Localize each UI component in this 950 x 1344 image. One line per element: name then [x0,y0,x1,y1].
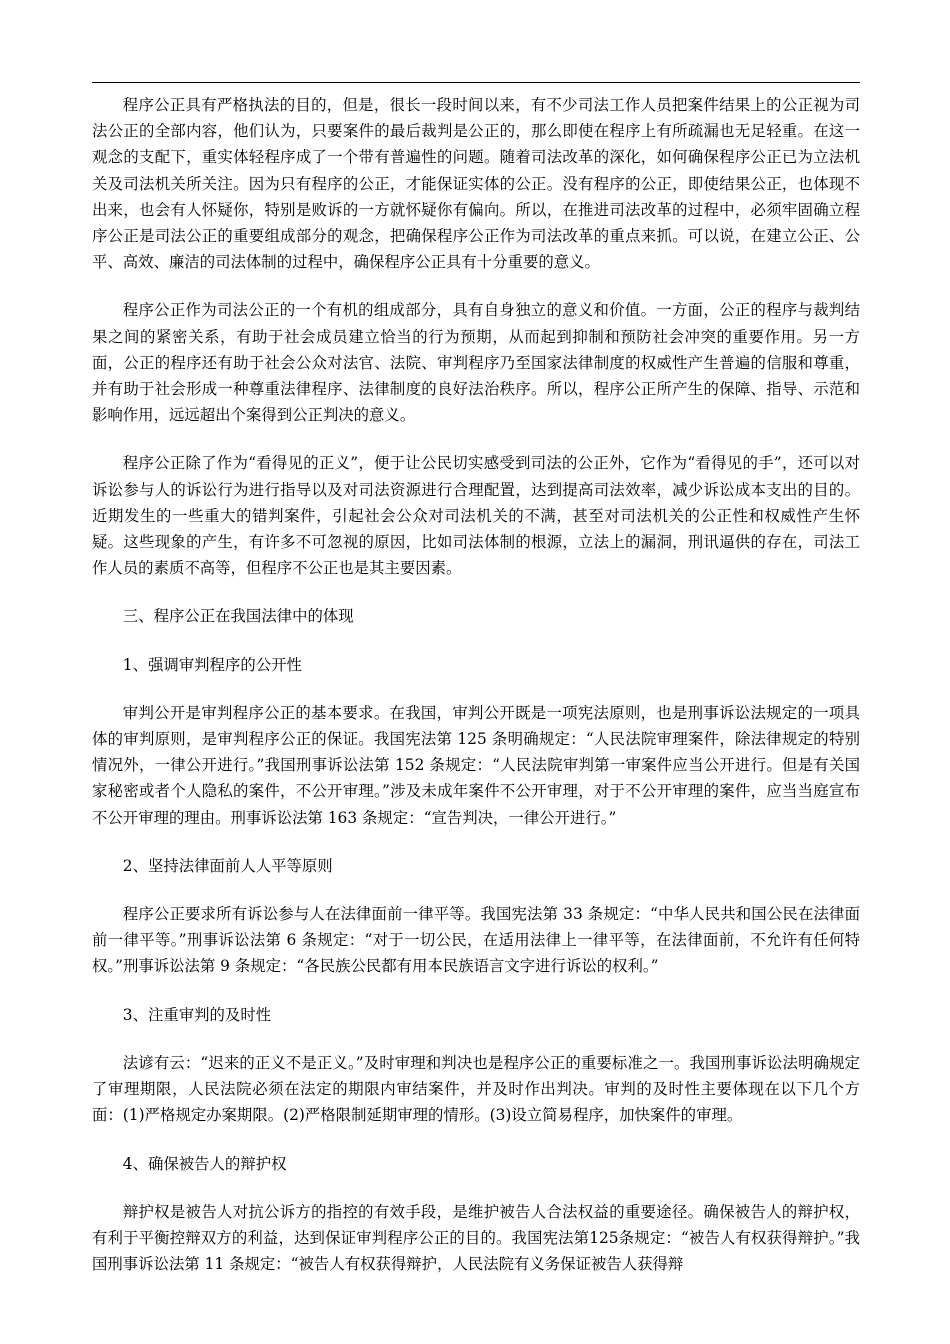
document-body [92,92,860,1277]
paragraph-equality: 程序公正要求所有诉讼参与人在法律面前一律平等。我国宪法第 33 条规定：“中华人民共和国公民在法律面前一律平等。”刑事诉讼法第 6 条规定：“对于一切公民，在适用法律上一律平等，在法律面前，不允许有任何特权。”刑事诉讼法第 9 条规定：“各民族公民都有用本民族语言文字进行诉讼的权利。” [92,905,860,976]
subheading-3: 3、注重审判的及时性 [122,1005,272,1024]
section-heading-3: 三、程序公正在我国法律中的体现 [122,607,354,626]
subheading-2: 2、坚持法律面前人人平等原则 [122,856,333,875]
paragraph-public-trial: 审判公开是审判程序公正的基本要求。在我国，审判公开既是一项宪法原则，也是刑事诉讼法规定的一项具体的审判原则，是审判程序公正的保证。我国宪法第 125 条明确规定：“人民法院审理案件，除法律规定的特别情况外，一律公开进行。”我国刑事诉讼法第 152 条规定：“人民法院审判第一审案件应当公开进行。但是有关国家秘密或者个人隐私的案件，不公开审理。”涉及未成年案件不公开审理，对于不公开审理的案件，应当当庭宣布不公开审理的理由。刑事诉讼法第 163 条规定：“宣告判决，一律公开进行。” [92,703,860,827]
paragraph-procedural-justice-purpose: 程序公正具有严格执法的目的，但是，很长一段时间以来，有不少司法工作人员把案件结果上的公正视为司法公正的全部内容，他们认为，只要案件的最后裁判是公正的，那么即使在程序上有所疏漏也无足轻重。在这一观念的支配下，重实体轻程序成了一个带有普遍性的问题。随着司法改革的深化，如何确保程序公正已为立法机关及司法机关所关注。因为只有程序的公正，才能保证实体的公正。没有程序的公正，即使结果公正，也体现不出来，也会有人怀疑你，特别是败诉的一方就怀疑你有偏向。所以，在推进司法改革的过程中，必须牢固确立程序公正是司法公正的重要组成部分的观念，把确保程序公正作为司法改革的重点来抓。可以说，在建立公正、公平、高效、廉洁的司法体制的过程中，确保程序公正具有十分重要的意义。 [92,96,860,272]
paragraph-timeliness: 法谚有云：“迟来的正义不是正义。”及时审理和判决也是程序公正的重要标准之一。我国刑事诉讼法明确规定了审理期限，人民法院必须在法定的期限内审结案件，并及时作出判决。审判的及时性主要体现在以下几个方面：(1)严格规定办案期限。(2)严格限制延期审理的情形。(3)设立简易程序，加快案件的审理。 [92,1053,860,1125]
subheading-4: 4、确保被告人的辩护权 [122,1154,287,1173]
paragraph-visible-justice: 程序公正除了作为“看得见的正义”，便于让公民切实感受到司法的公正外，它作为“看得见的手”，还可以对诉讼参与人的诉讼行为进行指导以及对司法资源进行合理配置，达到提高司法效率，减少诉讼成本支出的目的。近期发生的一些重大的错判案件，引起社会公众对司法机关的不满，甚至对司法机关的公正性和权威性产生怀疑。这些现象的产生，有许多不可忽视的原因，比如司法体制的根源，立法上的漏洞，刑讯逼供的存在，司法工作人员的素质不高等，但程序不公正也是其主要因素。 [92,454,860,578]
paragraph-right-to-defense: 辩护权是被告人对抗公诉方的指控的有效手段，是维护被告人合法权益的重要途径。确保被告人的辩护权，有利于平衡控辩双方的利益，达到保证审判程序公正的目的。我国宪法第125条规定：“被告人有权获得辩护。”我国刑事诉讼法第 11 条规定：“被告人有权获得辩护，人民法院有义务保证被告人获得辩 [92,1202,860,1274]
header-rule [92,82,860,83]
subheading-1: 1、强调审判程序的公开性 [122,655,302,674]
paragraph-procedural-justice-value: 程序公正作为司法公正的一个有机的组成部分，具有自身独立的意义和价值。一方面，公正的程序与裁判结果之间的紧密关系，有助于社会成员建立恰当的行为预期，从而起到抑制和预防社会冲突的重要作用。另一方面，公正的程序还有助于社会公众对法官、法院、审判程序乃至国家法律制度的权威性产生普遍的信服和尊重，并有助于社会形成一种尊重法律程序、法律制度的良好法治秩序。所以，程序公正所产生的保障、指导、示范和影响作用，远远超出个案得到公正判决的意义。 [92,301,860,425]
